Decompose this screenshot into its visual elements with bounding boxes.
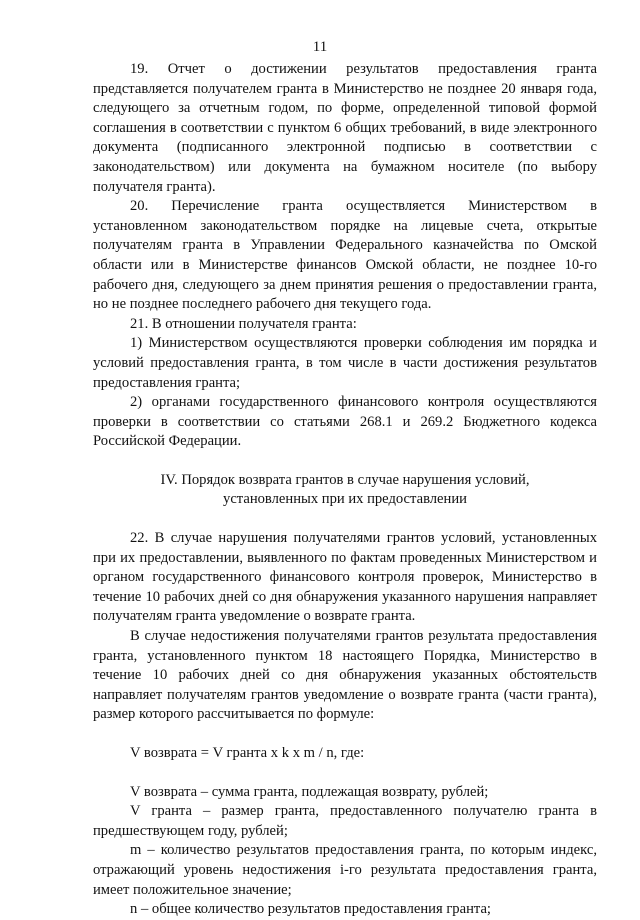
refund-formula: V возврата = V гранта x k x m / n, где: (130, 745, 365, 761)
section-heading: IV. Порядок возврата грантов в случае нарушения условий, установленных при их предоставлении (160, 471, 530, 508)
paragraph-21-item-2: 2) органами государственного финансового контроля осуществляются проверки в соответствии со статьями 268.1 и 269.2 Бюджетного кодекса Российской Федерации. (93, 394, 597, 450)
paragraph-19: 19. Отчет о достижении результатов предоставления гранта представляется получателем гранта в Министерство не позднее 20 января года, следующего за отчетным годом, по форме, определенной типовой формой соглашения в соответствии с пунктом 6 общих требований, в виде электронного документа (подписанного электронной подписью в соответствии с законодательством) или документа на бумажном носителе (по выбору получателя гранта). (93, 61, 597, 195)
page-number: 11 (312, 39, 328, 55)
paragraph-22: 22. В случае нарушения получателями грантов условий, установленных при их предоставлении, выявленного по фактам проведенных Министерством и органом государственного финансового контроля проверок, Министерство в течение 10 рабочих дней со дня обнаружения указанного нарушения направляет получателям гранта уведомление о возврате гранта. (93, 530, 597, 625)
definition-v-return: V возврата – сумма гранта, подлежащая возврату, рублей; (130, 783, 489, 800)
definition-m: m – количество результатов предоставления гранта, по которым индекс, отражающий уровень недостижения i-го результата предоставления гранта, имеет положительное значение; (93, 842, 597, 898)
paragraph-20: 20. Перечисление гранта осуществляется Министерством в установленном законодательством порядке на лицевые счета, открытые получателям гранта в Управлении Федерального казначейства по Омской области или в Министерстве финансов Омской области, не позднее 10-го рабочего дня, следующего за днем принятия решения о предоставлении гранта, но не позднее последнего рабочего дня текущего года. (93, 198, 597, 313)
definition-n: n – общее количество результатов предоставления гранта; (130, 901, 491, 918)
paragraph-21-item-1: 1) Министерством осуществляются проверки соблюдения им порядка и условий предоставления гранта, в том числе в части достижения результатов предоставления гранта; (93, 335, 597, 391)
paragraph-22-shortfall: В случае недостижения получателями грантов результата предоставления гранта, установленного пунктом 18 настоящего Порядка, Министерство в течение 10 рабочих дней со дня обнаружения указанных обстоятельств направляет получателям грантов уведомление о возврате гранта (части гранта), размер которого рассчитывается по формуле: (93, 628, 597, 723)
document-body (93, 60, 597, 920)
definition-v-grant: V гранта – размер гранта, предоставленного получателю гранта в предшествующем году, рублей; (93, 803, 597, 839)
paragraph-21: 21. В отношении получателя гранта: (130, 315, 357, 332)
